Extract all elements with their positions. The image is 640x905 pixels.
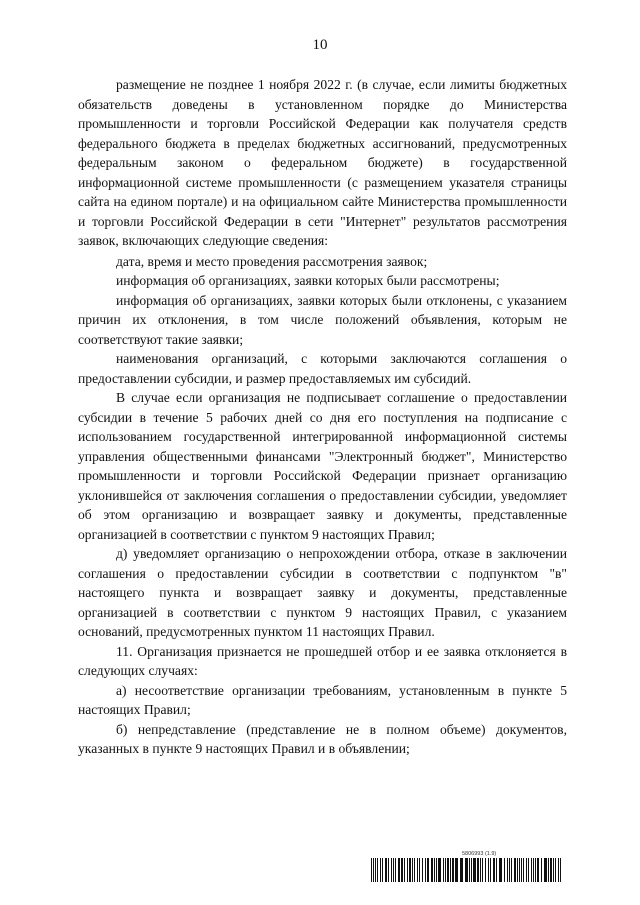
barcode-bar <box>528 858 529 882</box>
barcode-bar <box>438 858 441 882</box>
barcode-bar <box>523 858 524 882</box>
barcode-bar <box>450 858 451 882</box>
paragraph: наименования организаций, с которыми заключаются соглашения о предоставлении субсидии, и размер предоставляемых им субсидий. <box>78 351 567 386</box>
barcode-bar <box>427 858 429 882</box>
barcode-bar <box>537 858 539 882</box>
paragraph: а) несоответствие организации требованиям, установленным в пункте 5 настоящих Правил; <box>78 682 567 717</box>
paragraph: дата, время и место проведения рассмотрения заявок; <box>116 253 428 269</box>
barcode-bar <box>558 858 559 882</box>
barcode-bar <box>533 858 534 882</box>
barcode-bar <box>398 858 400 882</box>
barcode-bar <box>382 858 383 882</box>
barcode-bar <box>521 858 522 882</box>
barcode-bar <box>401 858 403 882</box>
barcode-bar <box>388 858 389 882</box>
barcode-bar <box>391 858 392 882</box>
barcode-bar <box>519 858 520 882</box>
barcode-bar <box>385 858 387 882</box>
barcode-bar <box>531 858 532 882</box>
barcode-bar <box>380 858 381 882</box>
barcode-bar <box>482 858 483 882</box>
barcode-bar <box>431 858 433 882</box>
barcode-bar <box>404 858 405 882</box>
barcode-bar <box>395 858 396 882</box>
barcode-bar <box>544 858 547 882</box>
paragraph: В случае если организация не подписывает соглашение о предоставлении субсидии в течение 5 рабочих дней со дня его поступления на подписание с использованием государственной интегрированной информационной системы управления общественными финансами "Электронный бюджет", Министерство промышленности и торговли Российской Федерации признает организацию уклонившейся от заключения соглашения о предоставлении субсидии, уведомляет об этом организацию и возвращает заявку и документы, представленные организацией в соответствии с пунктом 9 настоящих Правил; <box>78 390 567 542</box>
barcode-bar <box>511 858 512 882</box>
barcode-bar <box>434 858 435 882</box>
barcode-bar <box>535 858 536 882</box>
barcode-bar <box>419 858 420 882</box>
barcode-bar <box>445 858 446 882</box>
barcode-bar <box>425 858 426 882</box>
barcode-bar <box>541 858 542 882</box>
barcode-bar <box>417 858 418 882</box>
barcode-bar <box>509 858 510 882</box>
barcode-bar <box>555 858 556 882</box>
barcode-bar <box>375 858 376 882</box>
barcode-bar <box>550 858 552 882</box>
barcode-bar <box>488 858 489 882</box>
barcode-bar <box>493 858 495 882</box>
barcode-bar <box>414 858 415 882</box>
barcode-bar <box>553 858 554 882</box>
barcode-bar <box>436 858 437 882</box>
barcode-bar <box>469 858 470 882</box>
barcode-bar <box>377 858 378 882</box>
paragraph: д) уведомляет организацию о непрохождении отбора, отказе в заключении соглашения о предоставлении субсидии в соответствии с подпунктом "в" настоящего пункта и возвращает заявку и документы, представленные организацией в соответствии с пунктом 9 настоящих Правил, с указанием оснований, предусмотренных пунктом 11 настоящих Правил. <box>78 546 567 639</box>
paragraph: информация об организациях, заявки которых были рассмотрены; <box>116 273 500 288</box>
barcode-bar <box>465 858 468 882</box>
barcode-icon <box>371 858 561 882</box>
barcode-bar <box>412 858 413 882</box>
paragraph: размещение не позднее 1 ноября 2022 г. (в случае, если лимиты бюджетных обязательств доведены в установленном порядке до Министерства промышленности и торговли Российской Федерации как получателя средств федерального бюджета в пределах бюджетных ассигнований, предусмотренных федеральным законом о федеральном бюджете) в государственной информационной системе промышленности (с размещением указателя страницы сайта на едином портале) и на официальном сайте Министерства промышленности и торговли Российской Федерации в сети "Интернет" результатов рассмотрения заявок, включающих следующие сведения: <box>78 77 567 248</box>
barcode-bar <box>560 858 561 882</box>
barcode-bar <box>373 858 374 882</box>
barcode-bar <box>485 858 486 882</box>
barcode-bar <box>409 858 411 882</box>
paragraph: 11. Организация признается не прошедшей отбор и ее заявка отклоняется в следующих случаях: <box>78 643 567 678</box>
barcode-bar <box>460 858 463 882</box>
document-code: 5806993 (1.9) <box>462 851 497 857</box>
barcode-bar <box>490 858 491 882</box>
barcode-bar <box>480 858 481 882</box>
barcode-bar <box>455 858 458 882</box>
barcode-bar <box>473 858 476 882</box>
barcode-bar <box>407 858 408 882</box>
barcode-bar <box>477 858 479 882</box>
barcode-bar <box>471 858 472 882</box>
barcode-bar <box>548 858 549 882</box>
paragraph: информация об организациях, заявки которых были отклонены, с указанием причин их отклонения, в том числе положений объявления, которым не соответствуют такие заявки; <box>78 292 567 347</box>
barcode-bar <box>443 858 444 882</box>
barcode-bar <box>504 858 505 882</box>
barcode-bar <box>452 858 454 882</box>
barcode-bar <box>447 858 449 882</box>
barcode-bar <box>393 858 394 882</box>
barcode-bar <box>517 858 518 882</box>
barcode-bar <box>526 858 527 882</box>
barcode-bar <box>371 858 372 882</box>
barcode-bar <box>499 858 502 882</box>
barcode-bar <box>514 858 516 882</box>
page-number: 10 <box>312 37 328 53</box>
body-text <box>78 75 567 759</box>
barcode-bar <box>496 858 497 882</box>
paragraph: б) непредставление (представление не в полном объеме) документов, указанных в пункте 9 настоящих Правил и в объявлении; <box>78 721 567 756</box>
barcode-bar <box>507 858 508 882</box>
barcode-bar <box>422 858 423 882</box>
